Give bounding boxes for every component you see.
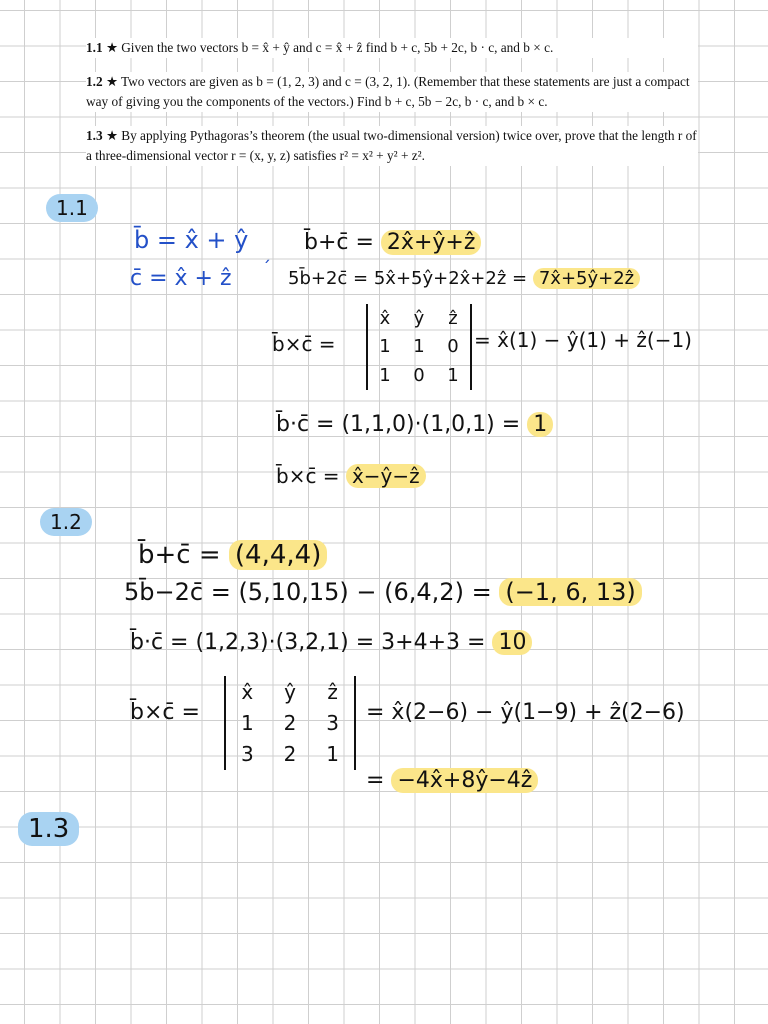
- dot-line-1-2: [130, 630, 532, 655]
- matrix-cell: ŷ: [413, 307, 425, 329]
- problem-text: Given the two vectors b = x̂ + ŷ and c = x̂ + ẑ find b + c, 5b + 2c, b · c, and b × c.: [121, 40, 554, 55]
- equation-lhs: b̄+c̄ =: [138, 540, 221, 570]
- highlighted-answer: (4,4,4): [229, 540, 327, 570]
- determinant-1-1: [366, 304, 472, 390]
- section-badge-1-2: 1.2: [40, 508, 92, 536]
- problem-1-1: [86, 38, 698, 58]
- cross-result-1-2: [366, 768, 538, 793]
- highlighted-answer: 1: [527, 412, 553, 437]
- equation-lhs: b̄·c̄ = (1,1,0)·(1,0,1) =: [276, 412, 521, 437]
- matrix-cell: x̂: [241, 679, 254, 704]
- problem-text: Two vectors are given as b = (1, 2, 3) and c = (3, 2, 1). (Remember that these statements are just a compact way of giving you the components of the vectors.) Find b + c, 5b − 2c, b · c, and b × c.: [86, 74, 690, 109]
- cross-result-1-1: [276, 464, 426, 488]
- matrix-cell: 3: [326, 710, 340, 735]
- section-badge-1-3: 1.3: [18, 812, 79, 846]
- matrix-cell: ẑ: [327, 679, 338, 704]
- given-b: b̄ = x̂ + ŷ: [134, 226, 249, 254]
- determinant-1-2: [224, 676, 356, 770]
- dot-line-1-1: [276, 412, 553, 437]
- problem-number: 1.2: [86, 74, 103, 89]
- matrix-cell: x̂: [379, 307, 391, 329]
- cross-lhs-1-2: b̄×c̄ =: [130, 700, 200, 725]
- tick-mark: ˊ: [262, 258, 271, 279]
- matrix-cell: 1: [447, 365, 459, 387]
- cross-rhs-1-1: = x̂(1) − ŷ(1) + ẑ(−1): [474, 328, 692, 352]
- problem-number: 1.1: [86, 40, 103, 55]
- matrix-cell: 1: [413, 336, 425, 358]
- matrix-cell: 1: [379, 365, 391, 387]
- highlighted-answer: 2x̂+ŷ+ẑ: [381, 230, 481, 255]
- matrix-cell: 1: [240, 710, 254, 735]
- matrix-cell: ŷ: [284, 679, 296, 704]
- matrix-cell: 1: [379, 336, 391, 358]
- cross-rhs-1-2: = x̂(2−6) − ŷ(1−9) + ẑ(2−6): [366, 700, 685, 725]
- matrix-cell: 3: [240, 742, 254, 767]
- equation-lhs: b̄×c̄ =: [276, 464, 340, 488]
- highlighted-answer: 10: [492, 630, 532, 655]
- highlighted-answer: x̂−ŷ−ẑ: [346, 464, 426, 488]
- matrix-cell: 0: [413, 365, 425, 387]
- equation-lhs: b̄+c̄ =: [304, 230, 374, 255]
- matrix-cell: 2: [283, 742, 297, 767]
- problem-number: 1.3: [86, 128, 103, 143]
- star-icon: ★: [105, 74, 118, 89]
- matrix-cell: 0: [447, 336, 459, 358]
- matrix-cell: 1: [326, 742, 340, 767]
- problem-1-3: [86, 126, 698, 166]
- problem-text: By applying Pythagoras’s theorem (the usual two-dimensional version) twice over, prove that the length r of a three-dimensional vector r = (x, y, z) satisfies r² = x² + y² + z².: [86, 128, 697, 163]
- equation-lhs: 5b̄+2c̄ = 5x̂+5ŷ+2x̂+2ẑ =: [288, 268, 528, 289]
- highlighted-answer: (−1, 6, 13): [499, 578, 641, 606]
- section-badge-1-1: 1.1: [46, 194, 98, 222]
- matrix-cell: 2: [283, 710, 297, 735]
- given-c: c̄ = x̂ + ẑ: [130, 266, 232, 291]
- highlighted-answer: −4x̂+8ŷ−4ẑ: [391, 768, 538, 793]
- cross-lhs-1-1: b̄×c̄ =: [272, 332, 336, 356]
- equation-lhs: 5b̄−2c̄ = (5,10,15) − (6,4,2) =: [124, 578, 492, 606]
- star-icon: ★: [105, 128, 118, 143]
- linear-combo-line-1-2: [124, 578, 642, 606]
- equation-lhs: b̄·c̄ = (1,2,3)·(3,2,1) = 3+4+3 =: [130, 630, 486, 655]
- matrix-cell: ẑ: [448, 307, 458, 329]
- problem-statements: [86, 38, 698, 180]
- linear-combo-line-1-1: [288, 268, 640, 289]
- problem-1-2: [86, 72, 698, 112]
- equation-lhs: =: [366, 768, 385, 793]
- sum-line-1-1: [304, 230, 481, 255]
- star-icon: ★: [105, 40, 118, 55]
- highlighted-answer: 7x̂+5ŷ+2ẑ: [533, 268, 640, 289]
- sum-line-1-2: [138, 540, 327, 570]
